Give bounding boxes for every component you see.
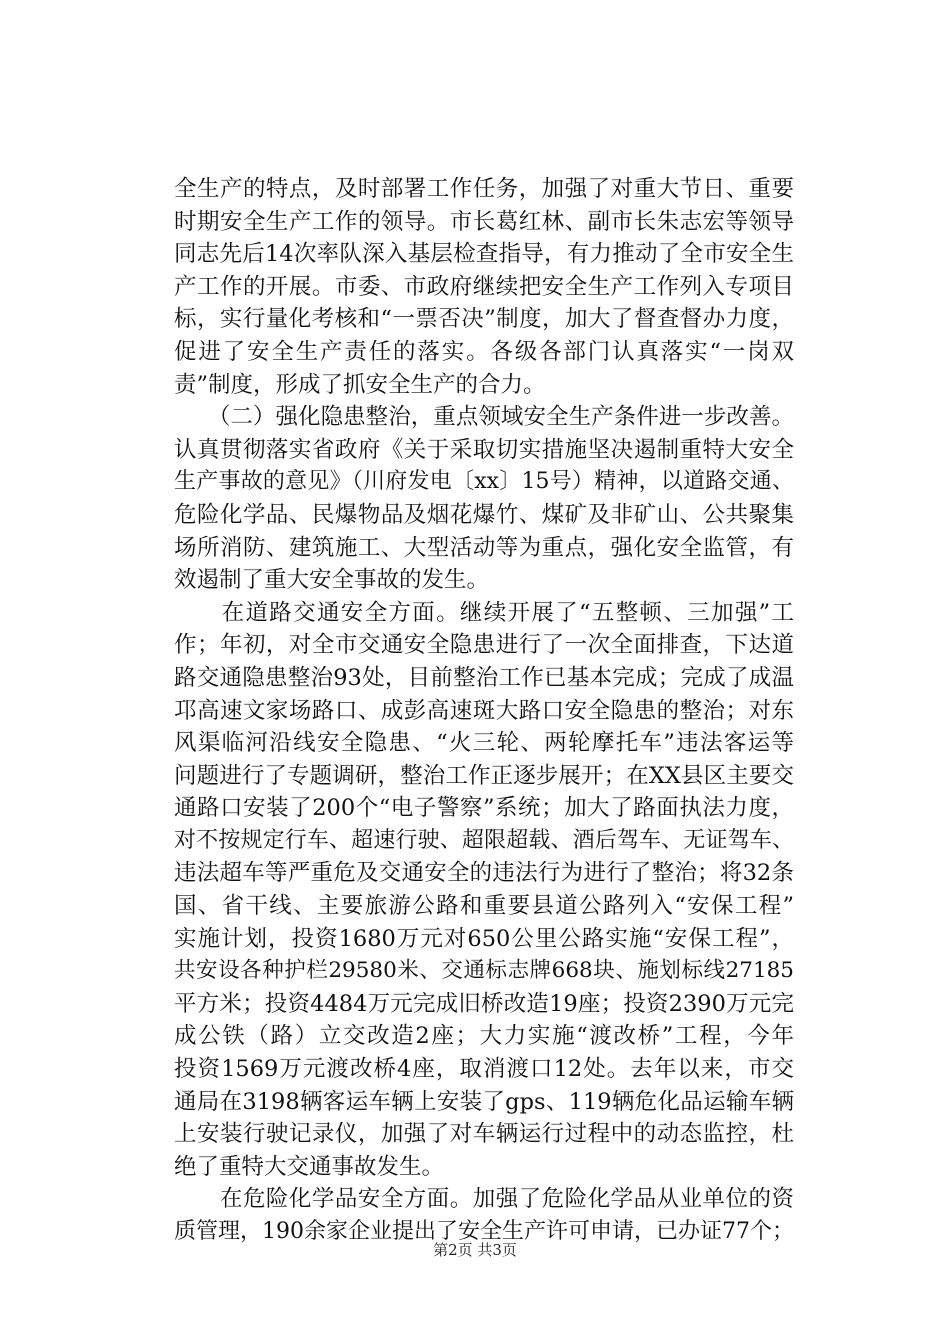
text-line: 绝了重特大交通事故发生。	[174, 1153, 445, 1180]
text-line: 共安设各种护栏29580米、交通标志牌668块、施划标线27185	[174, 958, 794, 984]
text-line: 产工作的开展。市委、市政府继续把安全生产工作列入专项目	[174, 273, 794, 300]
text-line: 在道路交通安全方面。继续开展了“五整顿、三加强”工	[174, 599, 794, 626]
text-line: 路交通隐患整治93处，目前整治工作已基本完成；完成了成温	[174, 664, 794, 691]
text-line: 违法超车等严重危及交通安全的违法行为进行了整治；将32条	[174, 860, 794, 887]
text-line: 上安装行驶记录仪，加强了对车辆运行过程中的动态监控，杜	[174, 1121, 794, 1148]
text-line: 质管理，190余家企业提出了安全生产许可申请，已办证77个；	[174, 1219, 794, 1244]
text-line: 风渠临河沿线安全隐患、“火三轮、两轮摩托车”违法客运等	[174, 730, 794, 757]
text-line: 国、省干线、主要旅游公路和重要县道公路列入“安保工程”	[174, 893, 794, 920]
text-line: 时期安全生产工作的领导。市长葛红林、副市长朱志宏等领导	[174, 208, 794, 235]
text-line: 在危险化学品安全方面。加强了危险化学品从业单位的资	[174, 1186, 794, 1213]
text-line: （二）强化隐患整治，重点领域安全生产条件进一步改善。	[174, 404, 794, 431]
text-line: 问题进行了专题调研，整治工作正逐步展开；在XX县区主要交	[174, 762, 794, 789]
text-line: 投资1569万元渡改桥4座，取消渡口12处。去年以来，市交	[174, 1056, 794, 1083]
text-line: 作；年初，对全市交通安全隐患进行了一次全面排查，下达道	[174, 632, 794, 659]
text-line: 生产事故的意见》（川府发电〔xx〕15号）精神，以道路交通、	[174, 469, 794, 495]
text-line: 通路口安装了200个“电子警察”系统；加大了路面执法力度，	[174, 795, 794, 822]
text-line: 成公铁（路）立交改造2座；大力实施“渡改桥”工程，今年	[174, 1023, 794, 1050]
body-text	[174, 173, 794, 1249]
text-line: 全生产的特点，及时部署工作任务，加强了对重大节日、重要	[174, 176, 794, 202]
text-line: 对不按规定行车、超速行驶、超限超载、酒后驾车、无证驾车、	[174, 827, 794, 853]
text-line: 效遏制了重大安全事故的发生。	[174, 567, 490, 594]
text-line: 危险化学品、民爆物品及烟花爆竹、煤矿及非矿山、公共聚集	[174, 501, 794, 528]
text-line: 促进了安全生产责任的落实。各级各部门认真落实“一岗双	[174, 338, 794, 365]
text-line: 认真贯彻落实省政府《关于采取切实措施坚决遏制重特大安全	[174, 436, 794, 463]
text-line: 实施计划，投资1680万元对650公里公路实施“安保工程”，	[174, 925, 794, 952]
text-line: 通局在3198辆客运车辆上安装了gps、119辆危化品运输车辆	[174, 1088, 794, 1115]
text-line: 同志先后14次率队深入基层检查指导，有力推动了全市安全生	[174, 241, 794, 268]
page-footer: 第2页 共3页	[433, 1241, 517, 1259]
text-line: 平方米；投资4484万元完成旧桥改造19座；投资2390万元完	[174, 990, 794, 1017]
text-line: 责”制度，形成了抓安全生产的合力。	[174, 371, 546, 398]
text-line: 场所消防、建筑施工、大型活动等为重点，强化安全监管，有	[174, 534, 794, 561]
text-line: 邛高速文家场路口、成彭高速斑大路口安全隐患的整治；对东	[174, 697, 794, 724]
text-line: 标，实行量化考核和“一票否决”制度，加大了督查督办力度，	[174, 306, 794, 333]
